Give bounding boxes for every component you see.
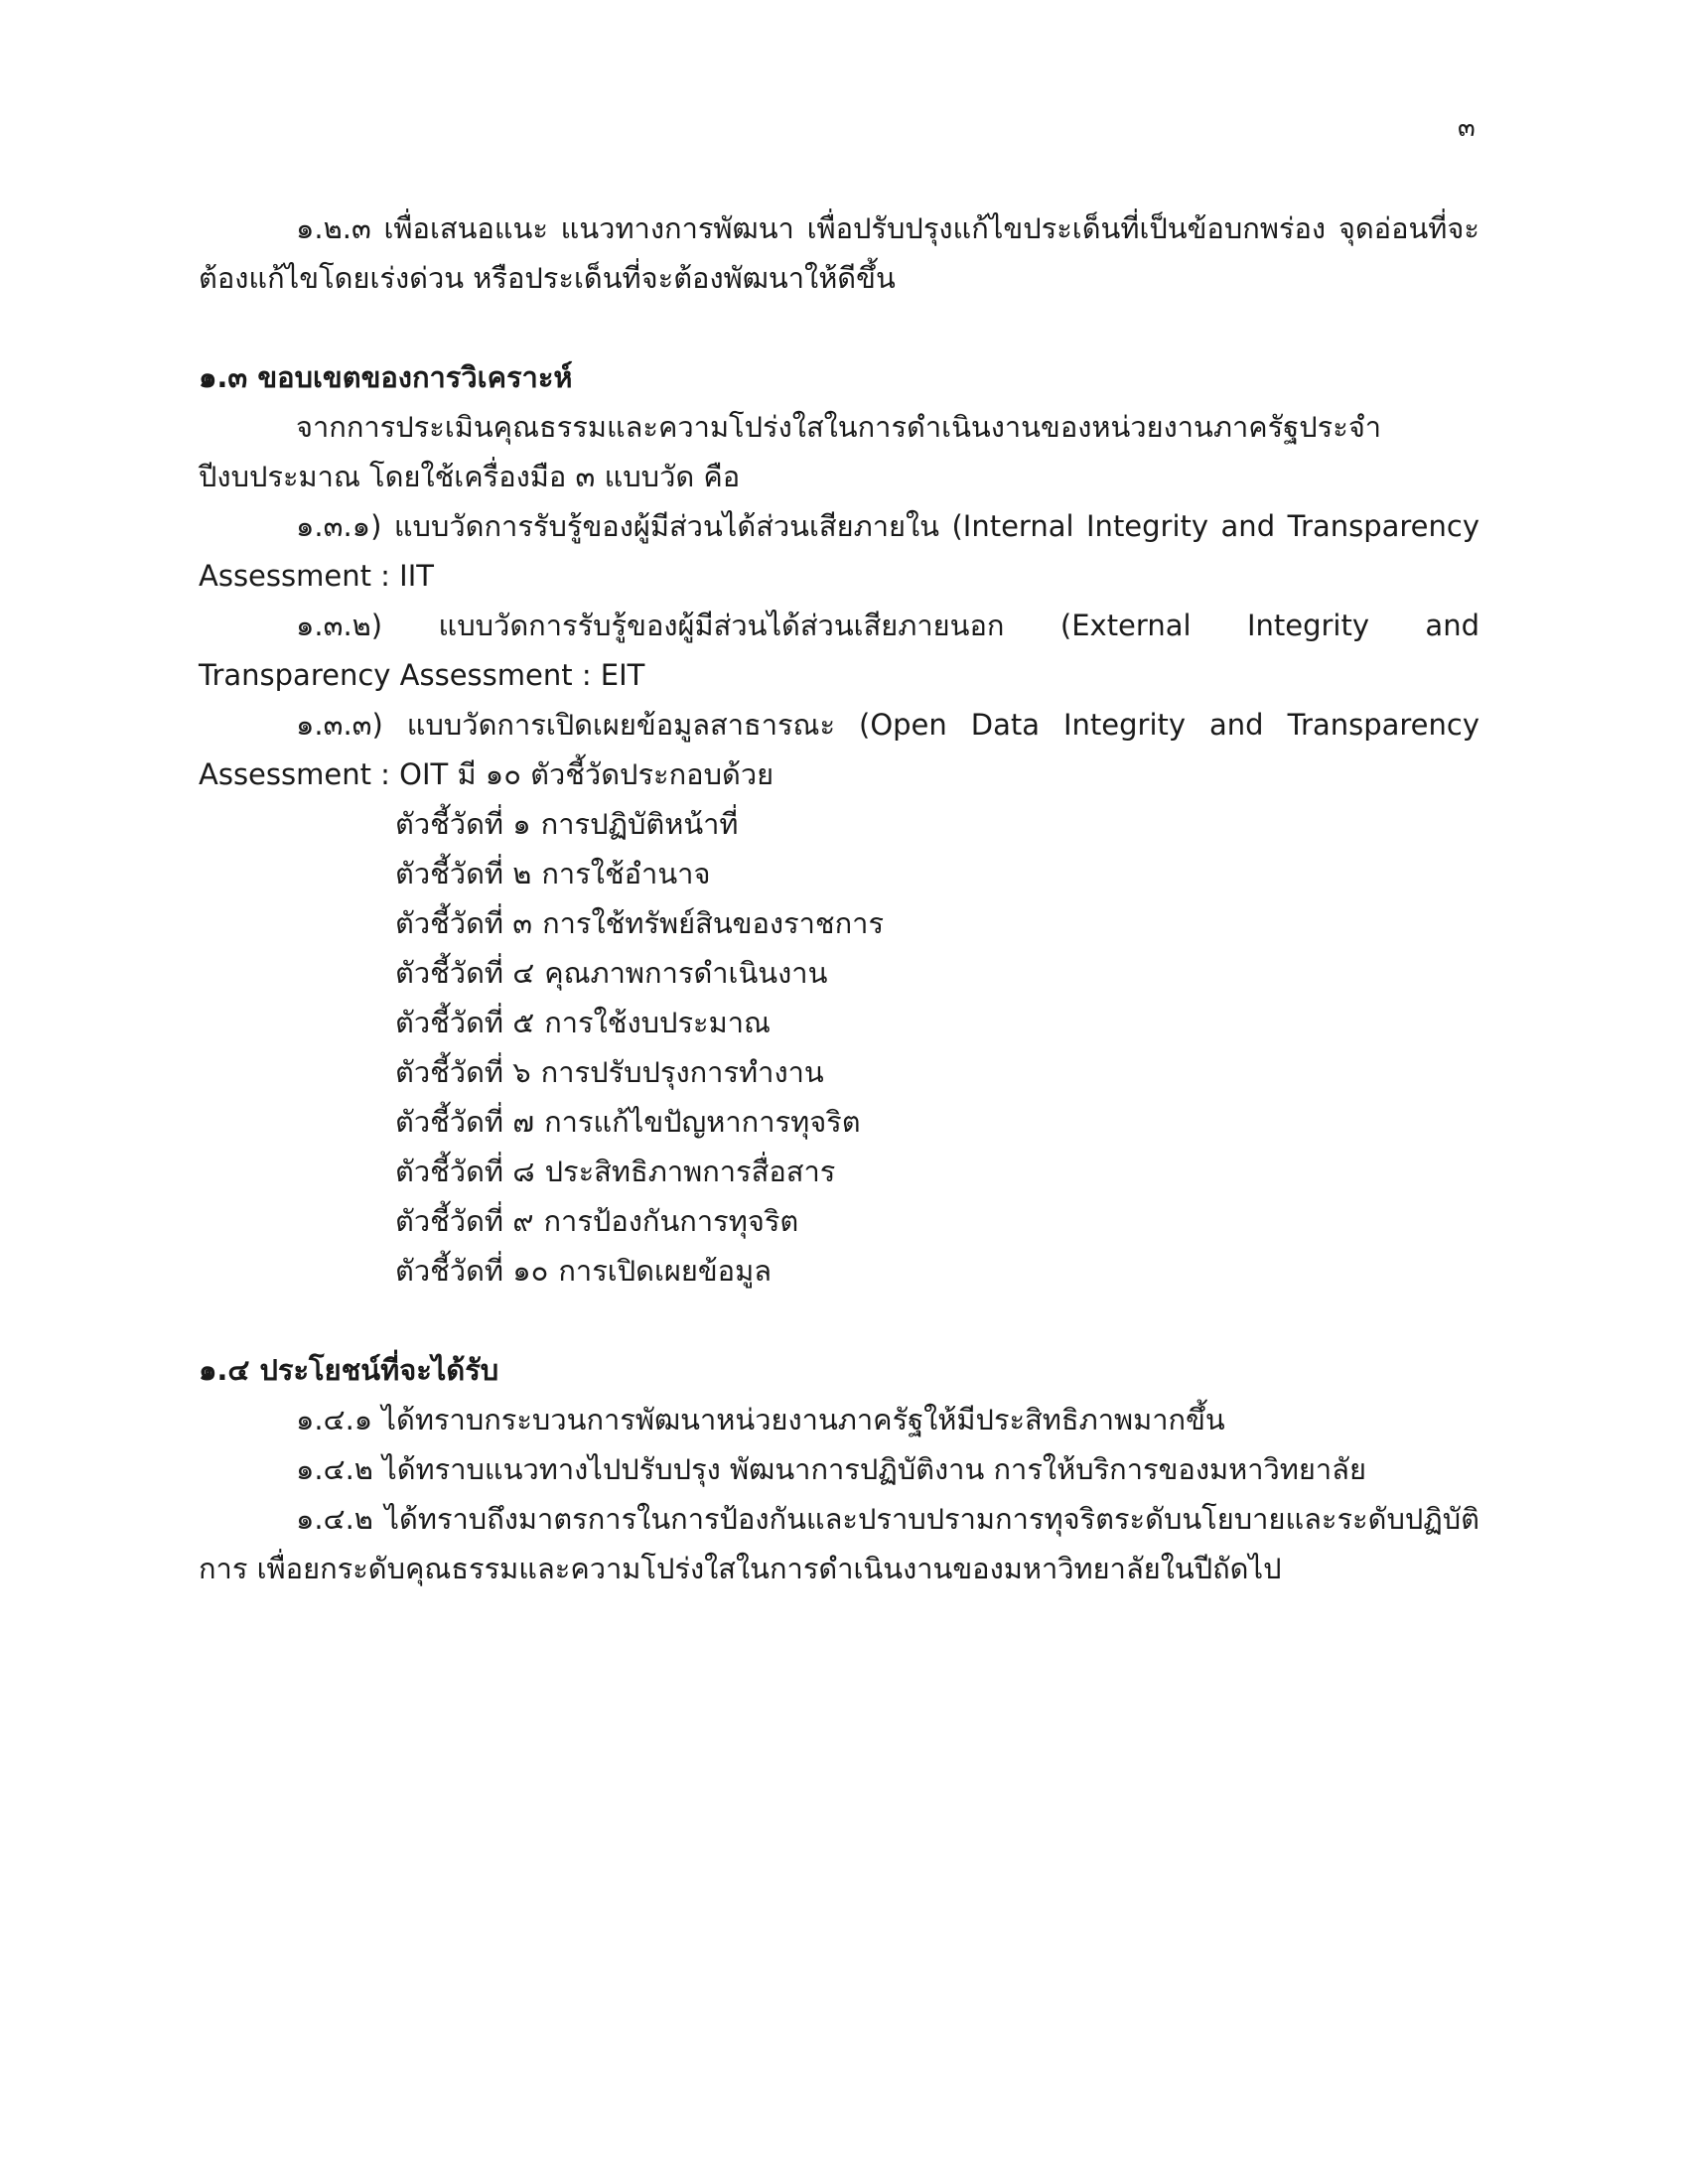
indicator-text: การแก้ไขปัญหาการทุจริต [544,1105,861,1139]
indicator-label: ตัวชี้วัดที่ ๔ [395,956,535,990]
indicator-item [395,998,1479,1047]
paragraph-1-4-2: ๑.๔.๒ ได้ทราบแนวทางไปปรับปรุง พัฒนาการปฏิบัติงาน การให้บริการของมหาวิทยาลัย [296,1452,1366,1486]
indicator-text: การใช้อำนาจ [541,857,711,890]
indicator-label: ตัวชี้วัดที่ ๙ [395,1204,534,1238]
indicator-text: การใช้งบประมาณ [544,1006,771,1039]
paragraph-1-2-3: ๑.๒.๓ เพื่อเสนอแนะ แนวทางการพัฒนา เพื่อปรับปรุงแก้ไขประเด็นที่เป็นข้อบกพร่อง จุดอ่อนที่จะต้องแก้ไขโดยเร่งด่วน หรือประเด็นที่จะต้องพัฒนาให้ดีขึ้น [199,211,1479,295]
paragraph-1-4-1: ๑.๔.๑ ได้ทราบกระบวนการพัฒนาหน่วยงานภาครัฐให้มีประสิทธิภาพมากขึ้น [296,1403,1225,1436]
indicator-label: ตัวชี้วัดที่ ๓ [395,906,533,940]
indicator-label: ตัวชี้วัดที่ ๕ [395,1006,535,1039]
paragraph-1-3-3: ๑.๓.๓) แบบวัดการเปิดเผยข้อมูลสาธารณะ (Open Data Integrity and Transparency Assessment : OIT มี ๑๐ ตัวชี้วัดประกอบด้วย [199,708,1479,791]
indicator-label: ตัวชี้วัดที่ ๗ [395,1105,535,1139]
document-body [199,204,1479,1593]
indicator-text: ประสิทธิภาพการสื่อสาร [544,1155,836,1188]
section-heading-1-3: ๑.๓ ขอบเขตของการวิเคราะห์ [199,360,573,394]
indicator-label: ตัวชี้วัดที่ ๘ [395,1155,535,1188]
indicator-text: การปรับปรุงการทำงาน [540,1055,824,1089]
indicator-item [395,1196,1479,1246]
paragraph-1-3-1: ๑.๓.๑) แบบวัดการรับรู้ของผู้มีส่วนได้ส่วนเสียภายใน (Internal Integrity and Transparency Assessment : IIT [199,509,1479,593]
indicator-item [395,898,1479,948]
indicator-text: การเปิดเผยข้อมูล [558,1254,772,1288]
indicator-item [395,1097,1479,1147]
indicator-label: ตัวชี้วัดที่ ๑๐ [395,1254,549,1288]
indicator-list [199,799,1479,1296]
paragraph-1-3-2: ๑.๓.๒) แบบวัดการรับรู้ของผู้มีส่วนได้ส่วนเสียภายนอก (External Integrity and Transparency Assessment : EIT [199,609,1479,692]
indicator-text: การป้องกันการทุจริต [543,1204,799,1238]
indicator-label: ตัวชี้วัดที่ ๒ [395,857,532,890]
page-number: ๓ [1458,113,1476,143]
indicator-text: การใช้ทรัพย์สินของราชการ [542,906,885,940]
indicator-item [395,1246,1479,1296]
indicator-item [395,849,1479,898]
indicator-item [395,948,1479,998]
indicator-label: ตัวชี้วัดที่ ๖ [395,1055,531,1089]
section-heading-1-4: ๑.๔ ประโยชน์ที่จะได้รับ [199,1353,499,1387]
indicator-item [395,799,1479,849]
indicator-item [395,1047,1479,1097]
indicator-label: ตัวชี้วัดที่ ๑ [395,807,531,841]
indicator-text: คุณภาพการดำเนินงาน [544,956,828,990]
paragraph-1-3-intro: จากการประเมินคุณธรรมและความโปร่งใสในการดำเนินงานของหน่วยงานภาครัฐประจำปีงบประมาณ โดยใช้เครื่องมือ ๓ แบบวัด คือ [199,410,1382,493]
section-spacer [199,1296,1479,1345]
indicator-item [395,1147,1479,1196]
indicator-text: การปฏิบัติหน้าที่ [540,807,739,841]
paragraph-1-4-3: ๑.๔.๒ ได้ทราบถึงมาตรการในการป้องกันและปราบปรามการทุจริตระดับนโยบายและระดับปฏิบัติการ เพื่อยกระดับคุณธรรมและความโปร่งใสในการดำเนินงานของมหาวิทยาลัยในปีถัดไป [199,1502,1479,1585]
section-spacer [199,303,1479,352]
